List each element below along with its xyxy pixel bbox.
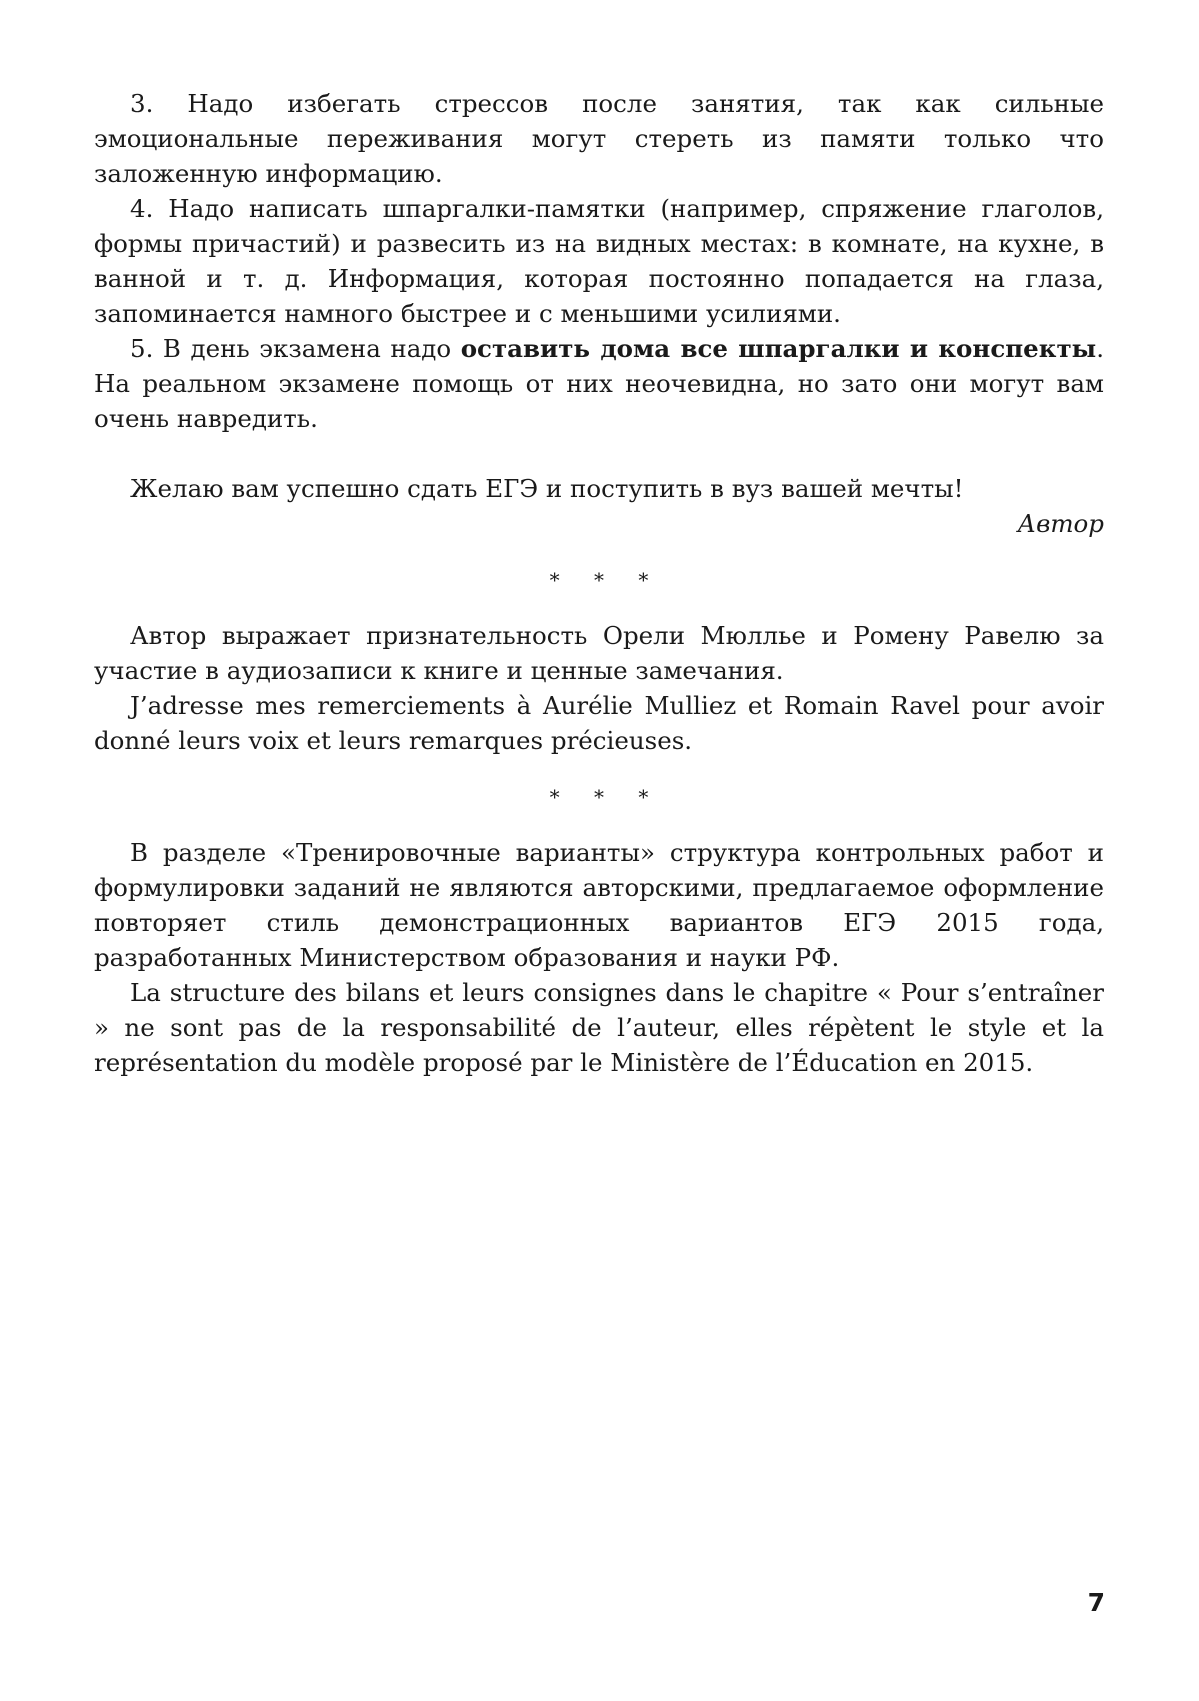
page-body	[94, 86, 1104, 1080]
acknowledgement-fr: J’adresse mes remerciements à Aurélie Mulliez et Romain Ravel pour avoir donné leurs voix et leurs remarques précieuses.	[94, 691, 1104, 755]
section-separator: * * *	[549, 785, 663, 809]
author-signature: Автор	[1017, 509, 1104, 538]
disclaimer-fr: La structure des bilans et leurs consignes dans le chapitre « Pour s’entraîner » ne sont pas de la responsabilité de l’auteur, elles répètent le style et la représentation du modèle proposé par le Ministère de l’Éducation en 2015.	[94, 978, 1104, 1077]
disclaimer-ru: В разделе «Тренировочные варианты» структура контрольных работ и формулировки заданий не являются авторскими, предлагаемое оформление повторяет стиль демонстрационных вариантов ЕГЭ 2015 года, разработанных Министерством образования и науки РФ.	[94, 838, 1104, 972]
spacer	[94, 436, 1104, 471]
section-separator: * * *	[549, 568, 663, 592]
paragraph-tip-4: 4. Надо написать шпаргалки-памятки (например, спряжение глаголов, формы причастий) и развесить из на видных местах: в комнате, на кухне, в ванной и т. д. Информация, которая постоянно попадается на глаза, запоминается намного быстрее и с меньшими усилиями.	[94, 194, 1104, 328]
acknowledgement-ru: Автор выражает признательность Орели Мюлльe и Ромену Равелю за участие в аудиозаписи к книге и ценные замечания.	[94, 621, 1104, 685]
tip-5-end: . На реальном экзамене помощь от них неочевидна, но зато они могут вам очень навредить.	[94, 334, 1104, 433]
tip-5-start: 5. В день экзамена надо	[130, 334, 461, 363]
closing-wish: Желаю вам успешно сдать ЕГЭ и поступить в вуз вашей мечты!	[130, 474, 964, 503]
page-number: 7	[1087, 1588, 1105, 1617]
tip-5-bold: оставить дома все шпаргалки и конспекты	[460, 334, 1097, 363]
paragraph-tip-5	[94, 331, 1104, 436]
paragraph-tip-3: 3. Надо избегать стрессов после занятия, так как сильные эмоциональные переживания могут стереть из памяти только что заложенную информацию.	[94, 89, 1104, 188]
